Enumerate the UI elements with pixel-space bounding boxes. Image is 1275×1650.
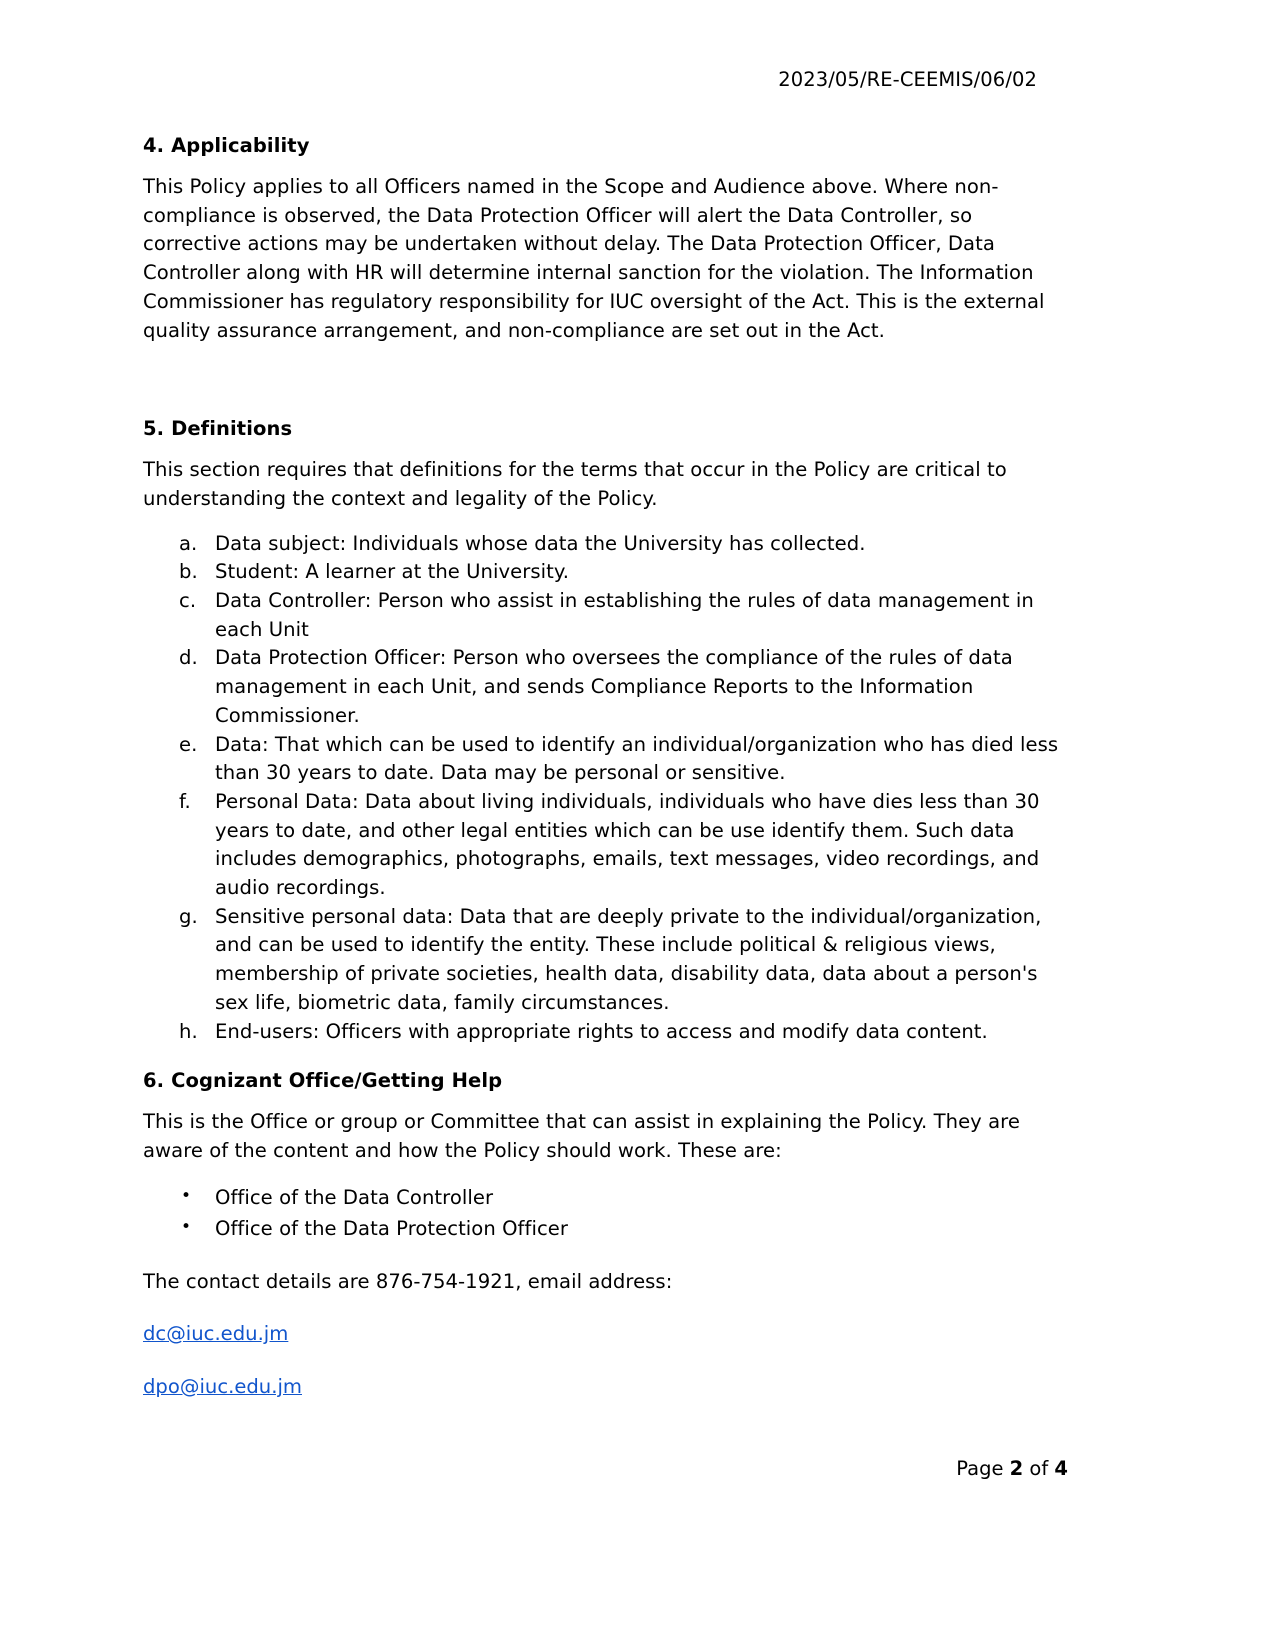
- document-body: [143, 134, 1068, 1402]
- footer-middle: of: [1023, 1457, 1055, 1480]
- document-header-code: 2023/05/RE-CEEMIS/06/02: [778, 68, 1037, 91]
- heading-definitions: 5. Definitions: [143, 417, 293, 441]
- list-item: [143, 903, 1068, 1018]
- list-item-text: Office of the Data Protection Officer: [215, 1216, 568, 1240]
- list-item: [143, 1213, 1068, 1244]
- list-item-text: End-users: Officers with appropriate rights to access and modify data content.: [215, 1019, 988, 1043]
- list-item-text: Data: That which can be used to identify an individual/organization who has died less than 30 years to date. Data may be personal or sensitive.: [215, 732, 1059, 785]
- list-item-text: Data subject: Individuals whose data the University has collected.: [215, 531, 866, 555]
- bullet-icon: •: [181, 1216, 192, 1237]
- list-item: [143, 1182, 1068, 1213]
- list-item-text: Data Controller: Person who assist in establishing the rules of data management in each Unit: [215, 589, 1034, 641]
- page-footer: [0, 1457, 1275, 1480]
- list-item-text: Personal Data: Data about living individuals, individuals who have dies less than 30 years to date, and other legal entities which can be use identify them. Such data includes demographics, photographs, emails, text messages, video recordings, and audio recordings.: [215, 789, 1040, 900]
- heading-cognizant-office: 6. Cognizant Office/Getting Help: [143, 1069, 503, 1093]
- bullet-icon: •: [181, 1185, 192, 1206]
- list-item: [143, 558, 1068, 587]
- paragraph-definitions: This section requires that definitions for the terms that occur in the Policy are critical to understanding the context and legality of the Policy.: [143, 458, 1007, 510]
- list-item: [143, 530, 1068, 559]
- definitions-list: [143, 530, 1068, 1047]
- list-marker: a.: [179, 531, 198, 555]
- email-link-dpo[interactable]: dpo@iuc.edu.jm: [143, 1375, 302, 1399]
- list-marker: c.: [179, 589, 197, 613]
- list-item: [143, 731, 1068, 788]
- list-marker: f.: [179, 789, 191, 813]
- list-item: [143, 644, 1068, 730]
- paragraph-applicability: This Policy applies to all Officers named in the Scope and Audience above. Where non-compliance is observed, the Data Protection Officer will alert the Data Controller, so corrective actions may be undertaken without delay. The Data Protection Officer, Data Controller along with HR will determine internal sanction for the violation. The Information Commissioner has regulatory responsibility for IUC oversight of the Act. This is the external quality assurance arrangement, and non-compliance are set out in the Act.: [143, 175, 1045, 342]
- cognizant-office-bullets: [143, 1182, 1068, 1244]
- paragraph-cognizant-office: This is the Office or group or Committee that can assist in explaining the Policy. They are aware of the content and how the Policy should work. These are:: [143, 1110, 1020, 1162]
- heading-applicability: 4. Applicability: [143, 134, 310, 157]
- list-item: [143, 587, 1068, 644]
- list-item: [143, 1018, 1068, 1047]
- email-line-dpo: [143, 1373, 1068, 1402]
- email-line-dc: [143, 1320, 1068, 1349]
- contact-details-line: The contact details are 876-754-1921, email address:: [143, 1269, 673, 1293]
- list-item-text: Office of the Data Controller: [215, 1185, 494, 1209]
- footer-prefix: Page: [956, 1457, 1010, 1480]
- list-marker: d.: [179, 646, 198, 670]
- footer-page-number: 2: [1009, 1457, 1024, 1480]
- list-marker: h.: [179, 1019, 198, 1043]
- email-link-dc[interactable]: dc@iuc.edu.jm: [143, 1322, 289, 1346]
- list-item-text: Sensitive personal data: Data that are deeply private to the individual/organization, and can be used to identify the entity. These include political & religious views, membership of private societies, health data, disability data, data about a person's sex life, biometric data, family circumstances.: [215, 904, 1042, 1014]
- footer-total-pages: 4: [1054, 1457, 1068, 1480]
- list-item-text: Student: A learner at the University.: [215, 560, 569, 584]
- list-item: [143, 788, 1068, 903]
- list-marker: e.: [179, 732, 198, 756]
- list-item-text: Data Protection Officer: Person who oversees the compliance of the rules of data management in each Unit, and sends Compliance Reports to the Information Commissioner.: [215, 646, 1013, 727]
- list-marker: b.: [179, 560, 198, 584]
- list-marker: g.: [179, 904, 198, 928]
